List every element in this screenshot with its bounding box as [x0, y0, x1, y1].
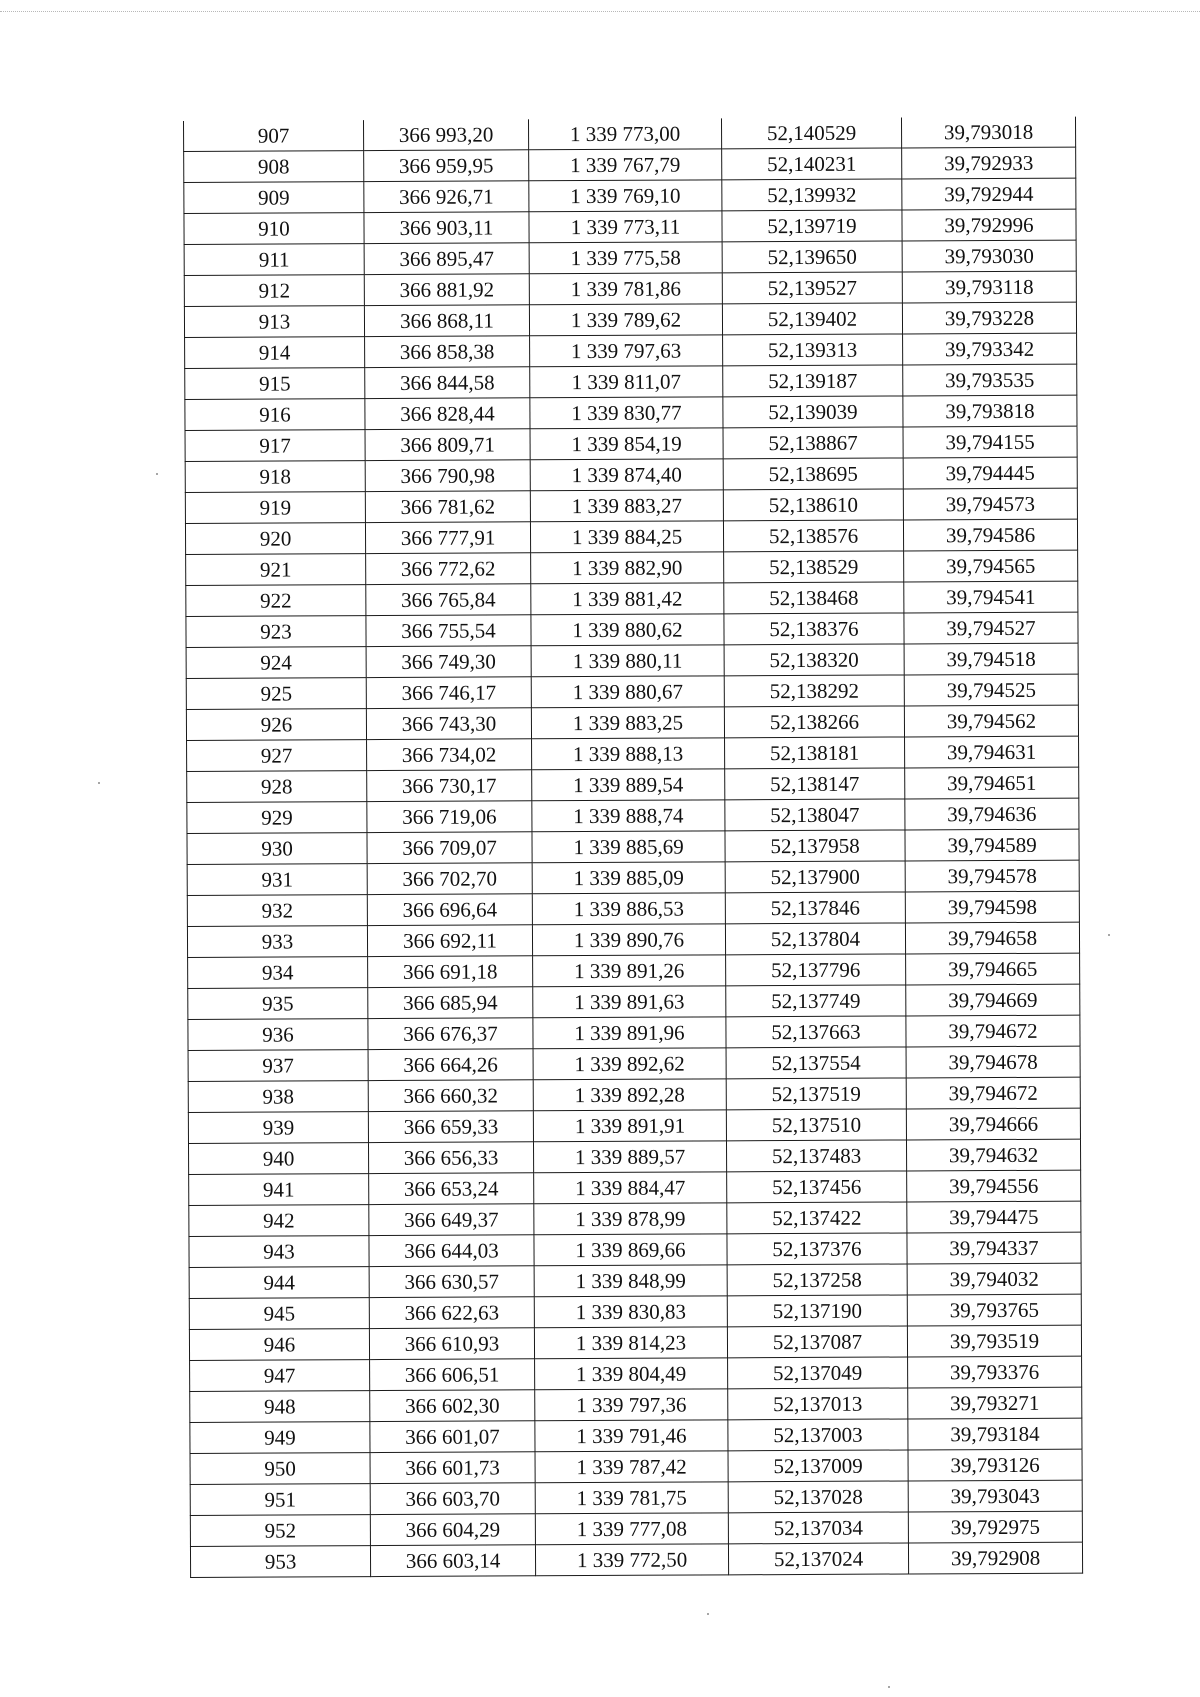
coord-x-cell: 366 709,07: [367, 832, 532, 864]
table-row: [188, 1139, 1080, 1174]
coord-x-cell: 366 809,71: [365, 429, 530, 461]
longitude-cell: 39,794589: [905, 829, 1079, 861]
point-number-cell: 917: [185, 430, 365, 462]
latitude-cell: 52,137258: [727, 1264, 907, 1296]
coord-x-cell: 366 868,11: [364, 305, 529, 337]
coord-y-cell: 1 339 883,25: [531, 707, 724, 739]
longitude-cell: 39,793118: [902, 271, 1076, 303]
coord-x-cell: 366 858,38: [365, 336, 530, 368]
point-number-cell: 926: [186, 709, 366, 741]
latitude-cell: 52,138529: [724, 551, 904, 583]
scan-speck: [707, 1613, 709, 1615]
latitude-cell: 52,137034: [728, 1512, 908, 1544]
table-row: [188, 1015, 1080, 1050]
latitude-cell: 52,137796: [726, 954, 906, 986]
point-number-cell: 919: [185, 492, 365, 524]
coord-y-cell: 1 339 878,99: [534, 1203, 727, 1235]
longitude-cell: 39,794632: [906, 1139, 1080, 1171]
coord-y-cell: 1 339 781,75: [535, 1482, 728, 1514]
coord-y-cell: 1 339 880,62: [531, 614, 724, 646]
point-number-cell: 953: [190, 1546, 370, 1578]
coord-y-cell: 1 339 781,86: [529, 273, 722, 305]
longitude-cell: 39,793818: [903, 395, 1077, 427]
latitude-cell: 52,138147: [725, 768, 905, 800]
latitude-cell: 52,137422: [727, 1202, 907, 1234]
point-number-cell: 935: [188, 988, 368, 1020]
table-row: [190, 1418, 1082, 1453]
coordinates-table: [183, 117, 1083, 1578]
point-number-cell: 914: [185, 337, 365, 369]
coord-x-cell: 366 664,26: [368, 1049, 533, 1081]
coord-y-cell: 1 339 885,09: [532, 862, 725, 894]
table-row: [189, 1232, 1081, 1267]
coord-y-cell: 1 339 891,96: [533, 1017, 726, 1049]
longitude-cell: 39,793342: [903, 333, 1077, 365]
coord-x-cell: 366 644,03: [369, 1235, 534, 1267]
latitude-cell: 52,137376: [727, 1233, 907, 1265]
coord-x-cell: 366 606,51: [370, 1359, 535, 1391]
longitude-cell: 39,794573: [903, 488, 1077, 520]
longitude-cell: 39,794565: [904, 550, 1078, 582]
table-row: [184, 209, 1076, 244]
point-number-cell: 952: [190, 1515, 370, 1547]
point-number-cell: 922: [186, 585, 366, 617]
latitude-cell: 52,139402: [722, 303, 902, 335]
table-row: [185, 364, 1077, 399]
coord-y-cell: 1 339 814,23: [534, 1327, 727, 1359]
point-number-cell: 948: [190, 1391, 370, 1423]
table-row: [185, 426, 1077, 461]
latitude-cell: 52,139313: [723, 334, 903, 366]
coord-y-cell: 1 339 888,13: [532, 738, 725, 770]
coord-x-cell: 366 603,14: [370, 1545, 535, 1577]
longitude-cell: 39,794475: [907, 1201, 1081, 1233]
coord-y-cell: 1 339 811,07: [530, 366, 723, 398]
point-number-cell: 949: [190, 1422, 370, 1454]
point-number-cell: 946: [189, 1329, 369, 1361]
latitude-cell: 52,137013: [728, 1388, 908, 1420]
table-row: [189, 1263, 1081, 1298]
coord-x-cell: 366 653,24: [369, 1173, 534, 1205]
point-number-cell: 929: [187, 802, 367, 834]
latitude-cell: 52,137900: [725, 861, 905, 893]
longitude-cell: 39,793228: [902, 302, 1076, 334]
coord-x-cell: 366 659,33: [368, 1111, 533, 1143]
coord-x-cell: 366 660,32: [368, 1080, 533, 1112]
coord-y-cell: 1 339 767,79: [529, 149, 722, 181]
longitude-cell: 39,794578: [905, 860, 1079, 892]
coord-x-cell: 366 790,98: [365, 460, 530, 492]
coord-y-cell: 1 339 883,27: [530, 490, 723, 522]
coord-y-cell: 1 339 804,49: [535, 1358, 728, 1390]
longitude-cell: 39,794562: [904, 705, 1078, 737]
coord-y-cell: 1 339 891,26: [533, 955, 726, 987]
longitude-cell: 39,794672: [906, 1015, 1080, 1047]
point-number-cell: 920: [185, 523, 365, 555]
longitude-cell: 39,794666: [906, 1108, 1080, 1140]
table-row: [187, 922, 1079, 957]
coord-y-cell: 1 339 787,42: [535, 1451, 728, 1483]
coord-x-cell: 366 903,11: [364, 212, 529, 244]
latitude-cell: 52,137483: [726, 1140, 906, 1172]
coord-x-cell: 366 926,71: [364, 181, 529, 213]
point-number-cell: 928: [187, 771, 367, 803]
coord-y-cell: 1 339 769,10: [529, 180, 722, 212]
latitude-cell: 52,138610: [723, 489, 903, 521]
coord-y-cell: 1 339 869,66: [534, 1234, 727, 1266]
point-number-cell: 908: [184, 151, 364, 183]
table-row: [185, 519, 1077, 554]
coord-x-cell: 366 959,95: [364, 150, 529, 182]
coord-x-cell: 366 602,30: [370, 1390, 535, 1422]
longitude-cell: 39,792933: [902, 147, 1076, 179]
longitude-cell: 39,794541: [904, 581, 1078, 613]
table-sheet: [183, 117, 1083, 1578]
point-number-cell: 918: [185, 461, 365, 493]
point-number-cell: 931: [187, 864, 367, 896]
longitude-cell: 39,794636: [905, 798, 1079, 830]
coord-y-cell: 1 339 830,77: [530, 397, 723, 429]
longitude-cell: 39,793271: [908, 1387, 1082, 1419]
coord-x-cell: 366 772,62: [366, 553, 531, 585]
latitude-cell: 52,138867: [723, 427, 903, 459]
coord-y-cell: 1 339 886,53: [532, 893, 725, 925]
coord-y-cell: 1 339 874,40: [530, 459, 723, 491]
point-number-cell: 941: [189, 1174, 369, 1206]
point-number-cell: 951: [190, 1484, 370, 1516]
coord-x-cell: 366 746,17: [366, 677, 531, 709]
longitude-cell: 39,792975: [908, 1511, 1082, 1543]
coord-y-cell: 1 339 881,42: [531, 583, 724, 615]
coord-y-cell: 1 339 892,62: [533, 1048, 726, 1080]
coord-x-cell: 366 895,47: [364, 243, 529, 275]
coord-x-cell: 366 719,06: [367, 801, 532, 833]
table-row: [188, 953, 1080, 988]
table-row: [184, 271, 1076, 306]
coord-x-cell: 366 676,37: [368, 1018, 533, 1050]
table-row: [187, 767, 1079, 802]
coord-y-cell: 1 339 891,91: [533, 1110, 726, 1142]
coord-x-cell: 366 993,20: [363, 119, 528, 150]
table-row: [188, 1077, 1080, 1112]
latitude-cell: 52,137003: [728, 1419, 908, 1451]
point-number-cell: 909: [184, 182, 364, 214]
latitude-cell: 52,139932: [722, 179, 902, 211]
coord-x-cell: 366 691,18: [368, 956, 533, 988]
coord-x-cell: 366 781,62: [365, 491, 530, 523]
coord-x-cell: 366 610,93: [369, 1328, 534, 1360]
scan-speck: [156, 473, 158, 475]
table-row: [189, 1170, 1081, 1205]
longitude-cell: 39,794155: [903, 426, 1077, 458]
longitude-cell: 39,794525: [904, 674, 1078, 706]
coord-x-cell: 366 755,54: [366, 615, 531, 647]
latitude-cell: 52,137024: [728, 1543, 908, 1575]
longitude-cell: 39,794527: [904, 612, 1078, 644]
longitude-cell: 39,794598: [905, 891, 1079, 923]
latitude-cell: 52,137663: [726, 1016, 906, 1048]
longitude-cell: 39,794669: [906, 984, 1080, 1016]
latitude-cell: 52,137846: [725, 892, 905, 924]
longitude-cell: 39,793376: [908, 1356, 1082, 1388]
coord-x-cell: 366 649,37: [369, 1204, 534, 1236]
table-row: [190, 1542, 1082, 1577]
coord-y-cell: 1 339 773,00: [528, 118, 721, 149]
table-row: [184, 240, 1076, 275]
longitude-cell: 39,793018: [901, 117, 1075, 148]
coord-y-cell: 1 339 882,90: [531, 552, 724, 584]
table-row: [190, 1356, 1082, 1391]
table-row: [184, 147, 1076, 182]
longitude-cell: 39,794631: [905, 736, 1079, 768]
table-row: [190, 1449, 1082, 1484]
point-number-cell: 916: [185, 399, 365, 431]
coord-y-cell: 1 339 797,36: [535, 1389, 728, 1421]
latitude-cell: 52,138320: [724, 644, 904, 676]
table-row: [188, 984, 1080, 1019]
scan-speck: [1108, 934, 1110, 936]
coord-y-cell: 1 339 854,19: [530, 428, 723, 460]
longitude-cell: 39,794651: [905, 767, 1079, 799]
point-number-cell: 938: [188, 1081, 368, 1113]
coord-x-cell: 366 601,07: [370, 1421, 535, 1453]
point-number-cell: 912: [184, 275, 364, 307]
longitude-cell: 39,793519: [907, 1325, 1081, 1357]
latitude-cell: 52,137009: [728, 1450, 908, 1482]
latitude-cell: 52,138292: [724, 675, 904, 707]
point-number-cell: 907: [184, 120, 364, 151]
latitude-cell: 52,139650: [722, 241, 902, 273]
point-number-cell: 932: [187, 895, 367, 927]
table-row: [185, 395, 1077, 430]
coord-x-cell: 366 743,30: [366, 708, 531, 740]
latitude-cell: 52,138047: [725, 799, 905, 831]
coord-x-cell: 366 730,17: [367, 770, 532, 802]
point-number-cell: 911: [184, 244, 364, 276]
table-row: [189, 1201, 1081, 1236]
point-number-cell: 945: [189, 1298, 369, 1330]
coord-x-cell: 366 601,73: [370, 1452, 535, 1484]
table-row: [186, 550, 1078, 585]
longitude-cell: 39,793184: [908, 1418, 1082, 1450]
table-row: [189, 1294, 1081, 1329]
coord-x-cell: 366 622,63: [369, 1297, 534, 1329]
latitude-cell: 52,137028: [728, 1481, 908, 1513]
latitude-cell: 52,140529: [721, 117, 901, 148]
coord-y-cell: 1 339 880,11: [531, 645, 724, 677]
coord-y-cell: 1 339 884,25: [530, 521, 723, 553]
table-row: [187, 860, 1079, 895]
point-number-cell: 934: [188, 957, 368, 989]
coord-x-cell: 366 603,70: [370, 1483, 535, 1515]
longitude-cell: 39,794665: [906, 953, 1080, 985]
coord-y-cell: 1 339 890,76: [532, 924, 725, 956]
latitude-cell: 52,138695: [723, 458, 903, 490]
longitude-cell: 39,794445: [903, 457, 1077, 489]
latitude-cell: 52,137049: [728, 1357, 908, 1389]
coord-x-cell: 366 604,29: [370, 1514, 535, 1546]
table-row: [186, 674, 1078, 709]
point-number-cell: 921: [186, 554, 366, 586]
table-row: [190, 1511, 1082, 1546]
longitude-cell: 39,792944: [902, 178, 1076, 210]
longitude-cell: 39,793126: [908, 1449, 1082, 1481]
latitude-cell: 52,138576: [723, 520, 903, 552]
table-row: [187, 736, 1079, 771]
point-number-cell: 923: [186, 616, 366, 648]
coord-y-cell: 1 339 797,63: [530, 335, 723, 367]
longitude-cell: 39,793765: [907, 1294, 1081, 1326]
point-number-cell: 947: [190, 1360, 370, 1392]
latitude-cell: 52,137804: [725, 923, 905, 955]
longitude-cell: 39,793030: [902, 240, 1076, 272]
latitude-cell: 52,139527: [722, 272, 902, 304]
longitude-cell: 39,794518: [904, 643, 1078, 675]
point-number-cell: 924: [186, 647, 366, 679]
coord-x-cell: 366 685,94: [368, 987, 533, 1019]
scan-edge-line: [0, 11, 1200, 12]
coord-x-cell: 366 844,58: [365, 367, 530, 399]
coord-y-cell: 1 339 884,47: [534, 1172, 727, 1204]
coord-y-cell: 1 339 775,58: [529, 242, 722, 274]
table-row: [186, 581, 1078, 616]
latitude-cell: 52,137510: [726, 1109, 906, 1141]
latitude-cell: 52,137554: [726, 1047, 906, 1079]
coordinates-table-body: [184, 117, 1083, 1578]
longitude-cell: 39,794678: [906, 1046, 1080, 1078]
longitude-cell: 39,794672: [906, 1077, 1080, 1109]
point-number-cell: 915: [185, 368, 365, 400]
point-number-cell: 933: [187, 926, 367, 958]
longitude-cell: 39,794032: [907, 1263, 1081, 1295]
point-number-cell: 943: [189, 1236, 369, 1268]
point-number-cell: 910: [184, 213, 364, 245]
latitude-cell: 52,139187: [723, 365, 903, 397]
coord-y-cell: 1 339 830,83: [534, 1296, 727, 1328]
coord-x-cell: 366 656,33: [368, 1142, 533, 1174]
longitude-cell: 39,793535: [903, 364, 1077, 396]
scan-speck: [888, 1686, 890, 1688]
scan-speck: [98, 782, 100, 784]
longitude-cell: 39,794556: [907, 1170, 1081, 1202]
latitude-cell: 52,139039: [723, 396, 903, 428]
point-number-cell: 925: [186, 678, 366, 710]
coord-x-cell: 366 630,57: [369, 1266, 534, 1298]
coord-y-cell: 1 339 880,67: [531, 676, 724, 708]
coord-y-cell: 1 339 773,11: [529, 211, 722, 243]
coord-y-cell: 1 339 891,63: [533, 986, 726, 1018]
coord-y-cell: 1 339 791,46: [535, 1420, 728, 1452]
coord-x-cell: 366 696,64: [367, 894, 532, 926]
coord-x-cell: 366 702,70: [367, 863, 532, 895]
table-row: [184, 302, 1076, 337]
point-number-cell: 930: [187, 833, 367, 865]
coord-x-cell: 366 765,84: [366, 584, 531, 616]
longitude-cell: 39,792996: [902, 209, 1076, 241]
coord-x-cell: 366 749,30: [366, 646, 531, 678]
latitude-cell: 52,138266: [724, 706, 904, 738]
coord-y-cell: 1 339 889,57: [533, 1141, 726, 1173]
table-row: [187, 798, 1079, 833]
latitude-cell: 52,138376: [724, 613, 904, 645]
coord-y-cell: 1 339 772,50: [535, 1544, 728, 1576]
latitude-cell: 52,137958: [725, 830, 905, 862]
latitude-cell: 52,137456: [727, 1171, 907, 1203]
table-row: [186, 643, 1078, 678]
table-row: [188, 1108, 1080, 1143]
latitude-cell: 52,138181: [725, 737, 905, 769]
longitude-cell: 39,794586: [903, 519, 1077, 551]
longitude-cell: 39,794658: [905, 922, 1079, 954]
latitude-cell: 52,137087: [727, 1326, 907, 1358]
table-row: [187, 891, 1079, 926]
coord-x-cell: 366 734,02: [367, 739, 532, 771]
table-row: [185, 488, 1077, 523]
point-number-cell: 940: [188, 1143, 368, 1175]
table-row: [189, 1325, 1081, 1360]
latitude-cell: 52,137749: [726, 985, 906, 1017]
table-row: [186, 705, 1078, 740]
coord-x-cell: 366 828,44: [365, 398, 530, 430]
point-number-cell: 939: [188, 1112, 368, 1144]
point-number-cell: 927: [187, 740, 367, 772]
table-row: [190, 1480, 1082, 1515]
coord-y-cell: 1 339 777,08: [535, 1513, 728, 1545]
latitude-cell: 52,140231: [722, 148, 902, 180]
latitude-cell: 52,137519: [726, 1078, 906, 1110]
table-row: [186, 612, 1078, 647]
latitude-cell: 52,138468: [724, 582, 904, 614]
point-number-cell: 936: [188, 1019, 368, 1051]
table-row: [184, 178, 1076, 213]
longitude-cell: 39,793043: [908, 1480, 1082, 1512]
point-number-cell: 937: [188, 1050, 368, 1082]
table-row: [184, 117, 1076, 152]
coord-y-cell: 1 339 885,69: [532, 831, 725, 863]
coord-x-cell: 366 692,11: [367, 925, 532, 957]
table-row: [190, 1387, 1082, 1422]
table-row: [185, 457, 1077, 492]
coord-x-cell: 366 881,92: [364, 274, 529, 306]
table-row: [187, 829, 1079, 864]
point-number-cell: 913: [184, 306, 364, 338]
coord-x-cell: 366 777,91: [365, 522, 530, 554]
point-number-cell: 942: [189, 1205, 369, 1237]
coord-y-cell: 1 339 889,54: [532, 769, 725, 801]
point-number-cell: 944: [189, 1267, 369, 1299]
table-row: [188, 1046, 1080, 1081]
latitude-cell: 52,137190: [727, 1295, 907, 1327]
coord-y-cell: 1 339 892,28: [533, 1079, 726, 1111]
table-row: [185, 333, 1077, 368]
point-number-cell: 950: [190, 1453, 370, 1485]
coord-y-cell: 1 339 888,74: [532, 800, 725, 832]
coord-y-cell: 1 339 848,99: [534, 1265, 727, 1297]
coord-y-cell: 1 339 789,62: [529, 304, 722, 336]
latitude-cell: 52,139719: [722, 210, 902, 242]
longitude-cell: 39,792908: [908, 1542, 1082, 1574]
longitude-cell: 39,794337: [907, 1232, 1081, 1264]
